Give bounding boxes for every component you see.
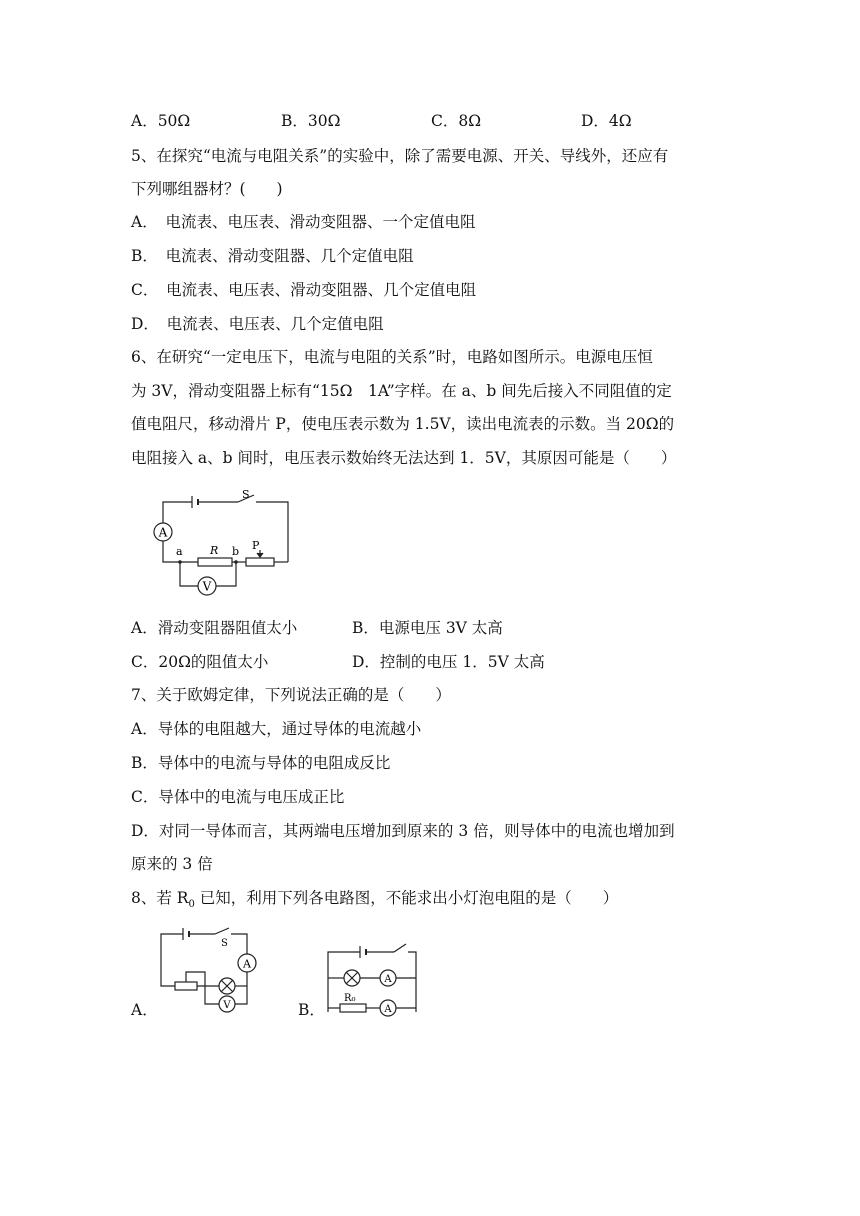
slider-label: P [252,539,260,552]
q6-stem-line3: 值电阻尺，移动滑片 P，使电压表示数为 1.5V，读出电流表的示数。当 20Ω的 [131,415,675,433]
q8-circuit-a [157,924,267,1016]
q5-option-b: B． 电流表、滑动变阻器、几个定值电阻 [131,247,414,265]
q5-option-d: D． 电流表、电压表、几个定值电阻 [131,315,384,333]
q8-circuit-b [322,940,422,1020]
q6-option-b: B．电源电压 3V 太高 [352,619,503,637]
q8-option-a-label: A． [131,1001,158,1019]
q5-stem-line2: 下列哪组器材？( ) [131,180,283,198]
q7-option-d-line1: D．对同一导体而言，其两端电压增加到原来的 3 倍，则导体中的电流也增加到 [131,822,675,840]
q8-stem-pre: 8、若 R [131,889,189,907]
switch-label: S [242,488,250,501]
fig-a-switch-label: S [221,938,228,949]
q4-option-d: D．4Ω [581,112,632,130]
node-a-label: a [176,545,183,558]
q5-option-c: C． 电流表、电压表、滑动变阻器、几个定值电阻 [131,281,477,299]
q7-option-a: A．导体的电阻越大，通过导体的电流越小 [131,720,422,738]
q4-option-a: A．50Ω [131,112,191,130]
q6-stem-line4: 电阻接入 a、b 间时，电压表示数始终无法达到 1．5V，其原因可能是（ ） [131,449,677,467]
resistor-label: R [210,544,219,557]
q6-option-d: D．控制的电压 1．5V 太高 [352,653,545,671]
q7-stem: 7、关于欧姆定律，下列说法正确的是（ ） [131,686,451,704]
q8-stem [131,887,618,916]
fig-b-ammeter1-label: A [384,974,392,985]
q7-option-d-line2: 原来的 3 倍 [131,855,213,873]
q5-option-a: A． 电流表、电压表、滑动变阻器、一个定值电阻 [131,213,476,231]
q8-option-b-label: B． [298,1001,325,1019]
q4-option-b: B．30Ω [281,112,341,130]
ammeter-label: A [158,525,168,540]
q6-stem-line2: 为 3V，滑动变阻器上标有“15Ω 1A”字样。在 a、b 间先后接入不同阻值的定 [131,382,672,400]
q6-option-a: A．滑动变阻器阻值太小 [131,619,298,637]
q4-option-c: C．8Ω [431,112,482,130]
q7-option-c: C．导体中的电流与电压成正比 [131,788,345,806]
q8-stem-sub: 0 [188,899,195,911]
voltmeter-label: V [202,579,212,594]
fig-a-ammeter-label: A [243,957,251,971]
q6-option-c: C．20Ω的阻值太小 [131,653,269,671]
fig-b-resistor-label: R₀ [344,993,356,1004]
node-b-label: b [232,545,240,558]
fig-a-voltmeter-label: V [223,1000,231,1011]
q6-circuit-diagram [148,487,298,599]
q6-stem-line1: 6、在研究“一定电压下，电流与电阻的关系”时，电路如图所示。电源电压恒 [131,348,653,366]
fig-b-ammeter2-label: A [384,1004,392,1015]
q7-option-b: B．导体中的电流与导体的电阻成反比 [131,754,391,772]
q8-stem-post: 已知，利用下列各电路图，不能求出小灯泡电阻的是（ ） [194,889,619,907]
q5-stem-line1: 5、在探究“电流与电阻关系”的实验中，除了需要电源、开关、导线外，还应有 [131,147,669,165]
